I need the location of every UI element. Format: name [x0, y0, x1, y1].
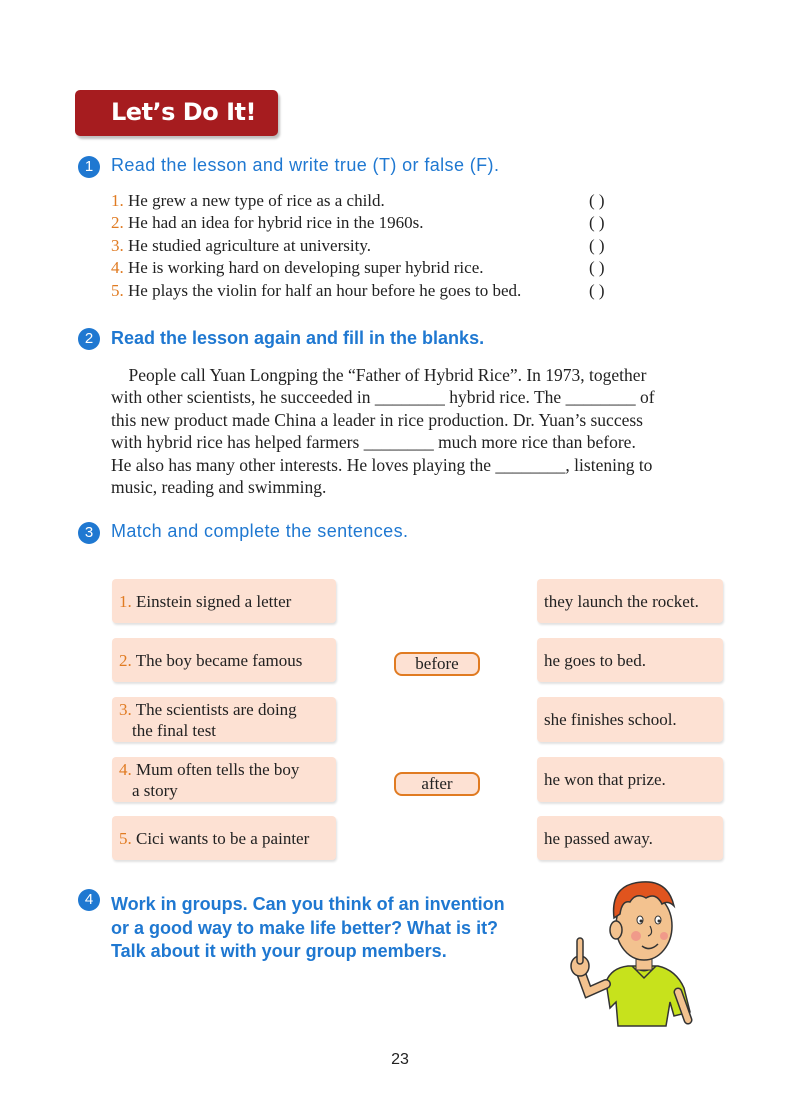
match-left-3[interactable]: 3. The scientists are doing the final test [112, 697, 336, 742]
section-3-heading: Match and complete the sentences. [111, 521, 409, 541]
match-right-2[interactable]: he goes to bed. [537, 638, 723, 682]
lets-do-it-banner [75, 90, 278, 136]
connector-before[interactable]: before [394, 652, 480, 676]
section-3-number: 3 [78, 522, 100, 544]
tf-item: 2. He had an idea for hybrid rice in the 1960s. ( ) [111, 212, 641, 234]
passage-line: People call Yuan Longping the “Father of Hybrid Rice”. In 1973, together [111, 365, 647, 385]
answer-blank[interactable]: ( ) [589, 258, 605, 278]
section-4-number: 4 [78, 889, 100, 911]
true-false-list [111, 190, 641, 302]
match-right-1[interactable]: they launch the rocket. [537, 579, 723, 623]
fill-in-passage [111, 364, 731, 498]
connector-after[interactable]: after [394, 772, 480, 796]
section-2-number: 2 [78, 328, 100, 350]
answer-blank[interactable]: ( ) [589, 235, 605, 255]
passage-line: with other scientists, he succeeded in ________ hybrid rice. The ________ of [111, 387, 655, 408]
section-1-heading: Read the lesson and write true (T) or false (F). [111, 155, 500, 175]
match-left-5[interactable]: 5. Cici wants to be a painter [112, 816, 336, 860]
passage-line: this new product made China a leader in rice production. Dr. Yuan’s success [111, 409, 643, 430]
tf-item: 1. He grew a new type of rice as a child. ( ) [111, 190, 641, 212]
match-left-1[interactable]: 1. Einstein signed a letter [112, 579, 336, 623]
match-left-4[interactable]: 4. Mum often tells the boy a story [112, 757, 336, 802]
passage-line: with hybrid rice has helped farmers ________ much more rice than before. [111, 432, 636, 453]
tf-item: 3. He studied agriculture at university. ( ) [111, 235, 641, 257]
tf-item: 4. He is working hard on developing super hybrid rice. ( ) [111, 257, 641, 279]
page-number: 23 [391, 1051, 409, 1068]
match-right-5[interactable]: he passed away. [537, 816, 723, 860]
answer-blank[interactable]: ( ) [589, 280, 605, 300]
tf-item: 5. He plays the violin for half an hour before he goes to bed. ( ) [111, 280, 641, 302]
banner-title: Let’s Do It! [111, 98, 256, 126]
answer-blank[interactable]: ( ) [589, 213, 605, 233]
match-right-3[interactable]: she finishes school. [537, 697, 723, 742]
section-4-heading: Work in groups. Can you think of an invention or a good way to make life better? What is it? Talk about it with your group members. [111, 894, 505, 961]
match-left-2[interactable]: 2. The boy became famous [112, 638, 336, 682]
passage-line: He also has many other interests. He loves playing the ________, listening to [111, 454, 653, 475]
answer-blank[interactable]: ( ) [589, 191, 605, 210]
match-right-4[interactable]: he won that prize. [537, 757, 723, 802]
section-1-number: 1 [78, 156, 100, 178]
passage-line: music, reading and swimming. [111, 477, 327, 498]
section-2-heading: Read the lesson again and fill in the blanks. [111, 328, 485, 348]
boy-illustration [566, 870, 706, 1030]
